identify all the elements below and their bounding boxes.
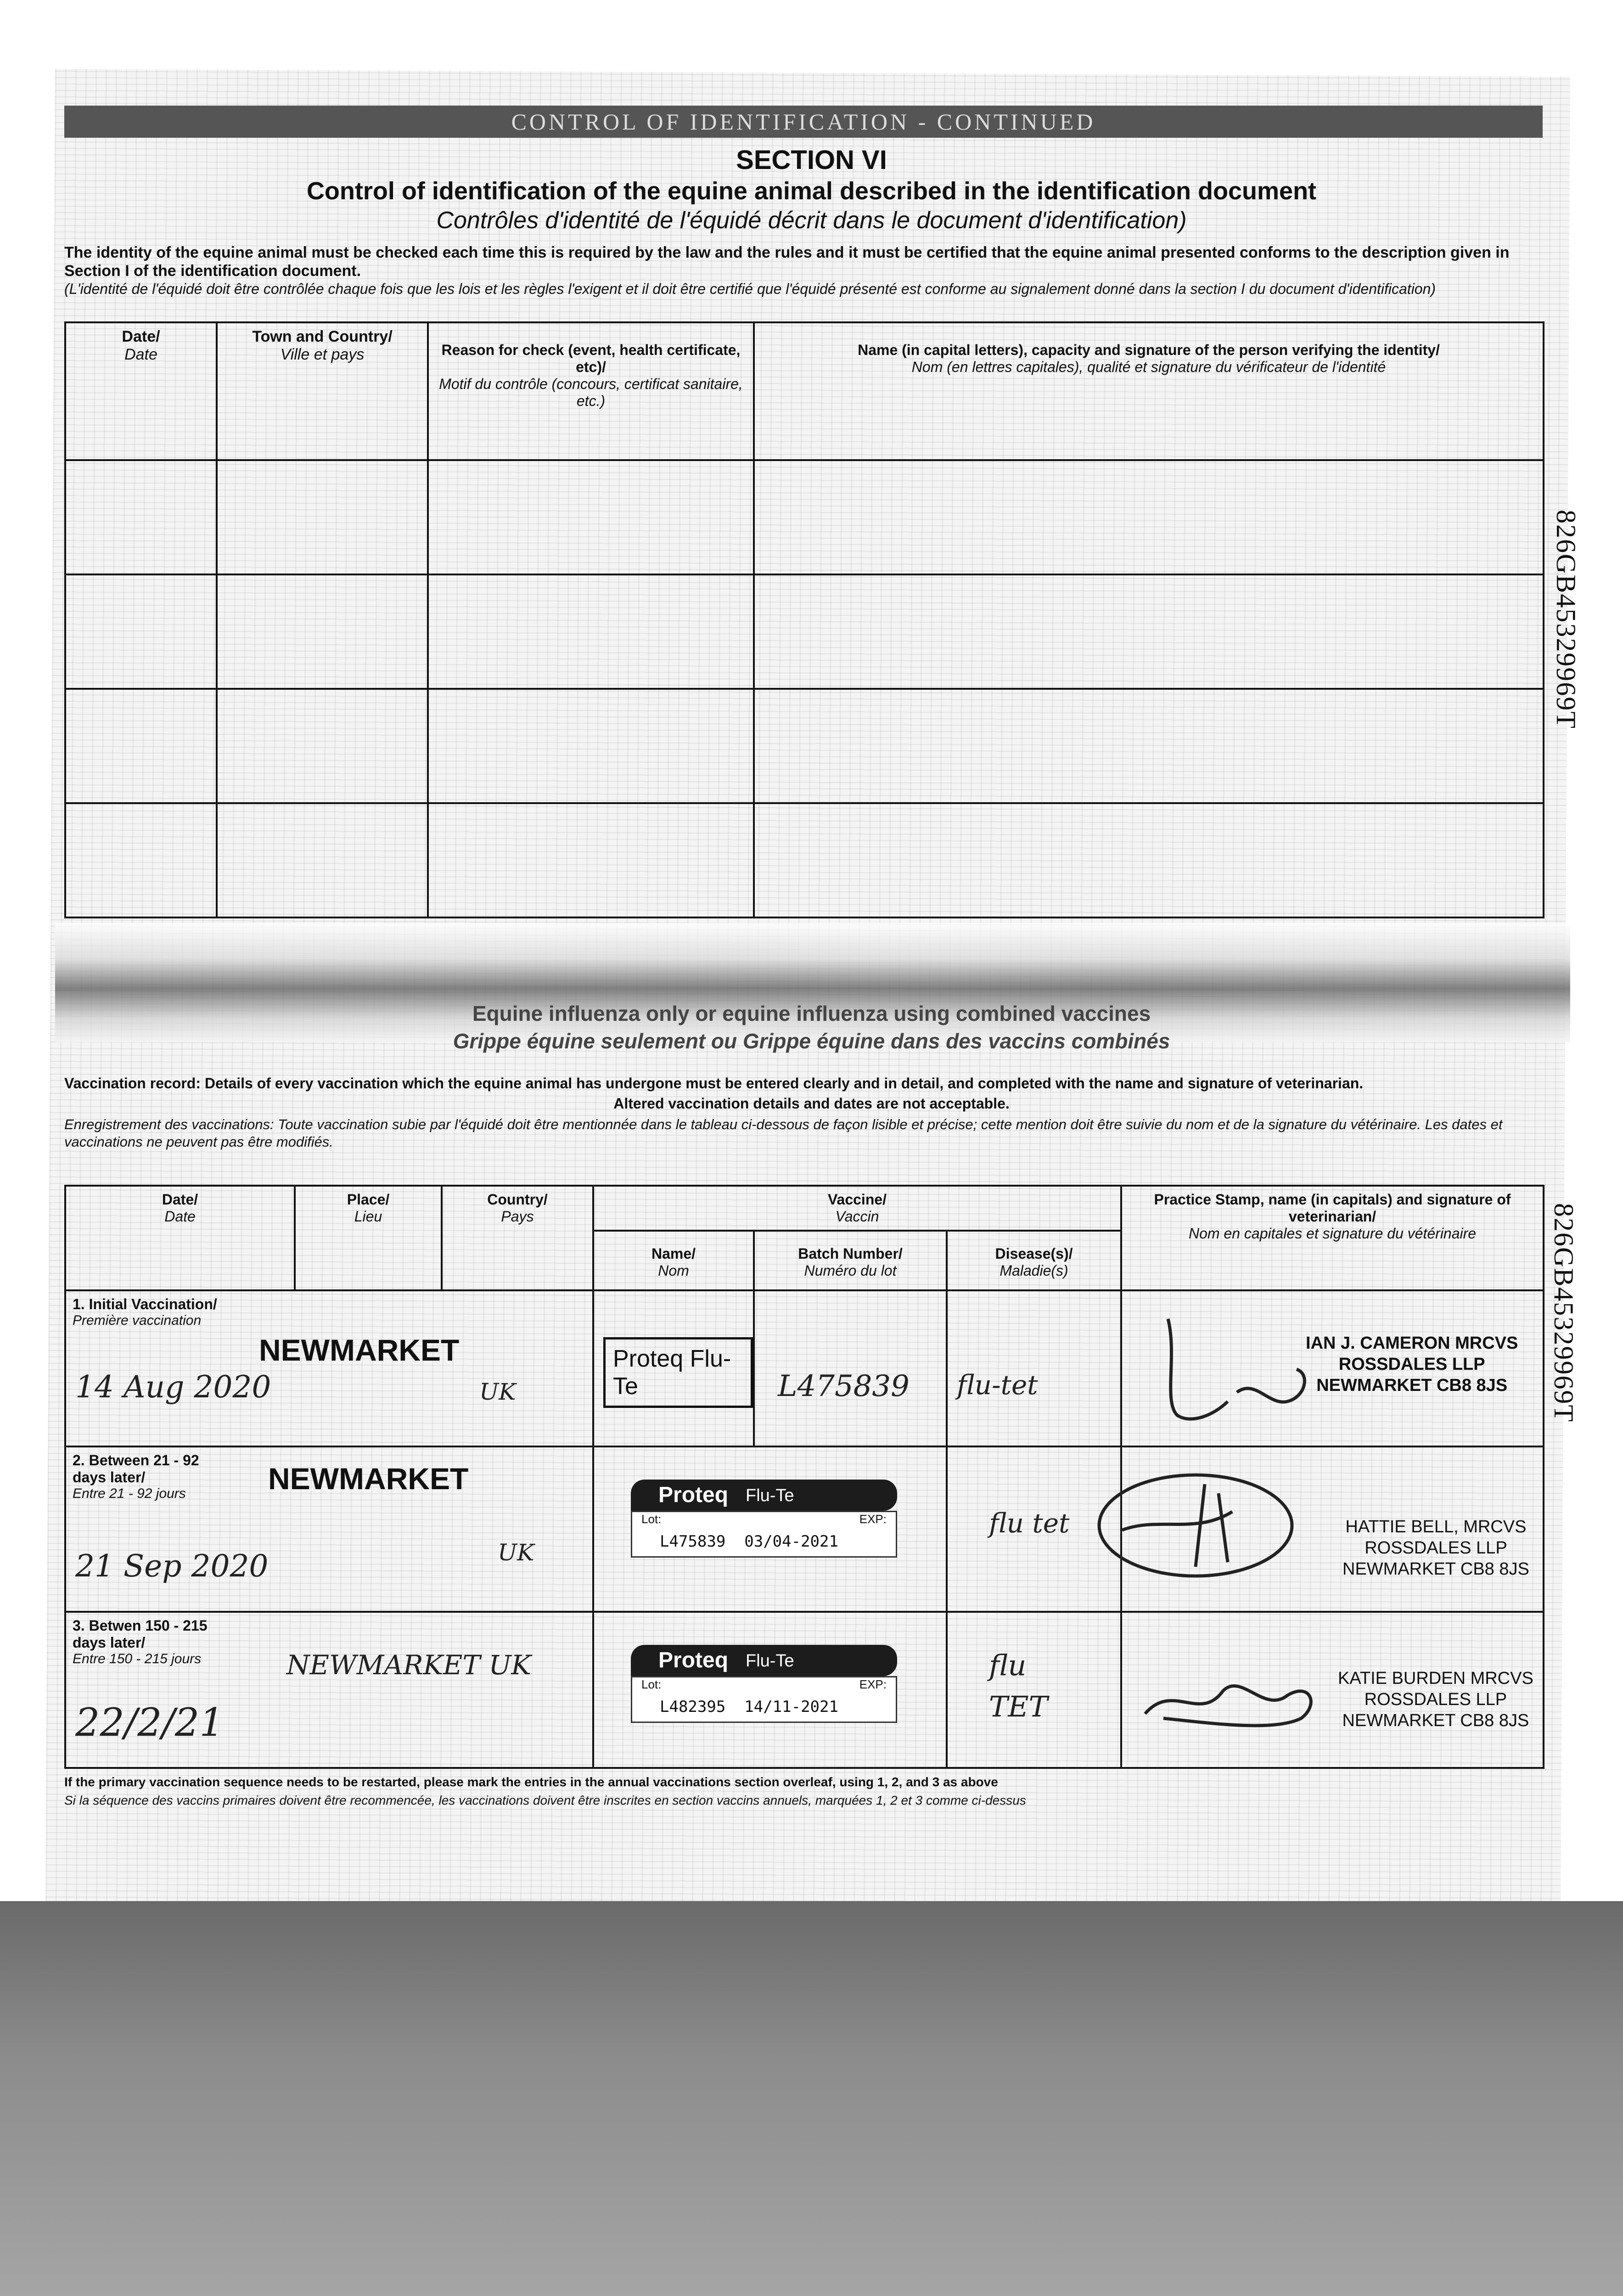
row1-place: NEWMARKET: [259, 1333, 460, 1367]
row3-sticker-name: Flu-Te: [746, 1651, 794, 1671]
footnote-fr: Si la séquence des vaccins primaires doivent être recommencée, les vaccinations doivent être inscrites en section vaccins annuels, marquées 1, 2 et 3 comme ci-dessus: [64, 1793, 1026, 1807]
vcol-disease-en: Disease(s)/: [995, 1245, 1073, 1262]
row2-label-fr: Entre 21 - 92 jours: [73, 1486, 186, 1501]
document-number-lower: 826GB45329969T: [1549, 1203, 1579, 1423]
row3-vet-line3: NEWMARKET CB8 8JS: [1342, 1711, 1529, 1730]
row1-vet-cell: [1121, 1290, 1544, 1446]
vaccination-record-en: Vaccination record: Details of every vaccination which the equine animal has undergone must be entered clearly and in detail, and completed with the name and signature of veterinarian.: [64, 1075, 1364, 1092]
row2-vet-cell: [1121, 1446, 1544, 1612]
row1-vet-line2: ROSSDALES LLP: [1338, 1355, 1485, 1374]
vaccination-heading-fr: Grippe équine seulement ou Grippe équine dans des vaccins combinés: [453, 1029, 1170, 1053]
section-title-fr: Contrôles d'identité de l'équidé décrit dans le document d'identification): [436, 207, 1187, 234]
row2-label-en: 2. Between 21 - 92 days later/: [73, 1452, 199, 1486]
row2-vet-stamp: [1342, 1516, 1529, 1580]
table-row: [65, 689, 1544, 803]
row3-disease: flu TET: [989, 1649, 1048, 1723]
table-row: [65, 460, 1544, 574]
row2-sticker-lot: L475839: [660, 1532, 726, 1551]
col-reason-fr: Motif du contrôle (concours, certificat sanitaire, etc.): [439, 376, 743, 409]
vcol-batch-fr: Numéro du lot: [804, 1262, 897, 1279]
row1-vet-stamp: [1306, 1333, 1518, 1396]
vcol-country-fr: Pays: [501, 1208, 534, 1225]
row2-signature: [1067, 1457, 1306, 1594]
col-verifier-en: Name (in capital letters), capacity and signature of the person verifying the identity/: [858, 342, 1440, 358]
col-town-fr: Ville et pays: [280, 346, 365, 363]
col-date-fr: Date: [124, 346, 157, 363]
row2-vaccine-sticker: [631, 1480, 897, 1558]
identity-check-table: [64, 321, 1544, 918]
table-row: [65, 1612, 1544, 1768]
row2-country: UK: [498, 1539, 534, 1566]
row1-label-en: 1. Initial Vaccination/: [73, 1296, 217, 1312]
row2-disease: flu tet: [989, 1508, 1070, 1539]
table-row: [65, 1446, 1544, 1612]
vcol-country: [442, 1186, 593, 1290]
row2-sticker-lot-label: Lot:: [641, 1512, 662, 1526]
vaccination-table: [64, 1185, 1544, 1769]
row1-vet-line3: NEWMARKET CB8 8JS: [1316, 1376, 1508, 1395]
row2-vaccine-cell: [593, 1446, 947, 1612]
vcol-date-fr: Date: [164, 1208, 196, 1225]
row1-vet-line1: IAN J. CAMERON MRCVS: [1306, 1334, 1518, 1353]
vcol-batch-en: Batch Number/: [798, 1245, 903, 1262]
vcol-date: [65, 1186, 295, 1290]
row1-label-fr: Première vaccination: [73, 1313, 202, 1328]
table-row: [65, 574, 1544, 689]
intro-fr: (L'identité de l'équidé doit être contrôlée chaque fois que les lois et les règles l'exigent et il doit être certifié que l'équidé présenté est conforme au signalement donné dans la section I du document d'identification): [64, 281, 1436, 297]
row3-date: 22/2/21: [75, 1700, 224, 1745]
row1-country: UK: [479, 1379, 516, 1405]
col-reason-en: Reason for check (event, health certificate, etc)/: [441, 342, 741, 375]
row2-date-place: [65, 1446, 593, 1612]
table-row: [65, 1290, 1544, 1446]
row2-sticker-name: Flu-Te: [746, 1486, 794, 1505]
vaccination-record-fr: Enregistrement des vaccinations: Toute vaccination subie par l'équidé doit être mentionnée dans le tableau ci-dessous de façon lisible et précise; cette mention doit être suivie du nom et de la signature du vétérinaire. Les dates et vaccinations ne peuvent pas être modifiés.: [64, 1116, 1503, 1150]
col-verifier: [754, 322, 1544, 460]
col-date-en: Date/: [122, 328, 160, 345]
section-title-en: Control of identification of the equine animal described in the identification document: [306, 177, 1317, 205]
vcol-vaccine-en: Vaccine/: [827, 1191, 887, 1208]
row2-sticker-exp-label: EXP:: [859, 1512, 887, 1526]
row1-batch: L475839: [778, 1369, 910, 1403]
row3-vaccine-cell: [593, 1612, 947, 1768]
row2-vet-line1: HATTIE BELL, MRCVS: [1345, 1517, 1527, 1536]
vcol-name: [593, 1231, 754, 1290]
vcol-disease: [947, 1231, 1121, 1290]
row1-disease: flu-tet: [957, 1369, 1038, 1401]
row2-sticker-brand: Proteq: [658, 1483, 729, 1507]
row1-batch-cell: [754, 1290, 947, 1446]
row3-vaccine-sticker: [631, 1645, 897, 1723]
row3-place: NEWMARKET UK: [286, 1649, 531, 1681]
row3-disease-cell: [947, 1612, 1121, 1768]
row3-date-place: [65, 1612, 593, 1768]
vcol-name-fr: Nom: [658, 1262, 689, 1279]
vcol-disease-fr: Maladie(s): [1000, 1262, 1068, 1279]
row3-sticker-lot: L482395: [660, 1698, 726, 1716]
row1-date-place: [65, 1290, 593, 1446]
altered-warning: Altered vaccination details and dates are not acceptable.: [613, 1095, 1010, 1112]
row3-sticker-exp: 14/11-2021: [744, 1698, 838, 1716]
document-number-upper: 826GB45329969T: [1551, 510, 1581, 729]
row3-label-en: 3. Betwen 150 - 215 days later/: [73, 1617, 208, 1651]
scan-background: [0, 1901, 1623, 2296]
vcol-stamp-en: Practice Stamp, name (in capitals) and signature of veterinarian/: [1154, 1191, 1511, 1225]
col-reason: [428, 322, 754, 460]
table-row: [65, 803, 1544, 917]
vcol-batch: [754, 1231, 947, 1290]
section-heading: SECTION VI: [736, 145, 887, 175]
row3-sticker-lot-label: Lot:: [641, 1677, 662, 1691]
vcol-vaccine: [593, 1186, 1121, 1231]
vcol-country-en: Country/: [487, 1191, 548, 1208]
section-banner: CONTROL OF IDENTIFICATION - CONTINUED: [64, 106, 1543, 138]
vcol-place-fr: Lieu: [354, 1208, 382, 1225]
row3-vet-stamp: [1338, 1668, 1533, 1731]
row1-vaccine-stamp: Proteq Flu-Te: [603, 1337, 753, 1408]
vcol-stamp: [1121, 1186, 1544, 1290]
row2-date: 21 Sep 2020: [75, 1548, 269, 1584]
row3-label-fr: Entre 150 - 215 jours: [73, 1651, 202, 1666]
col-date: [65, 322, 217, 460]
row3-signature: [1136, 1663, 1329, 1737]
row2-sticker-exp: 03/04-2021: [744, 1532, 838, 1551]
row3-vet-line1: KATIE BURDEN MRCVS: [1338, 1669, 1533, 1688]
row2-place: NEWMARKET: [268, 1462, 469, 1496]
vcol-place-en: Place/: [347, 1191, 390, 1208]
vcol-date-en: Date/: [162, 1191, 198, 1208]
intro-en: The identity of the equine animal must be checked each time this is required by the law and the rules and it must be certified that the equine animal presented conforms to the description given in Section I of the identification document.: [64, 244, 1510, 280]
row1-date: 14 Aug 2020: [75, 1369, 271, 1405]
vcol-vaccine-fr: Vaccin: [835, 1208, 879, 1225]
row3-vet-line2: ROSSDALES LLP: [1364, 1690, 1507, 1709]
row2-vet-line2: ROSSDALES LLP: [1365, 1538, 1507, 1558]
row1-signature: [1150, 1310, 1324, 1429]
vaccination-heading-en: Equine influenza only or equine influenza using combined vaccines: [472, 1002, 1151, 1025]
col-verifier-fr: Nom (en lettres capitales), qualité et signature du vérificateur de l'identité: [911, 359, 1386, 375]
row3-vet-cell: [1121, 1612, 1544, 1768]
row1-disease-cell: [947, 1290, 1121, 1446]
col-town-en: Town and Country/: [252, 328, 393, 345]
vcol-name-en: Name/: [651, 1245, 696, 1262]
footnote-en: If the primary vaccination sequence needs to be restarted, please mark the entries in the annual vaccinations section overleaf, using 1, 2, and 3 as above: [64, 1775, 998, 1789]
row3-sticker-brand: Proteq: [658, 1648, 729, 1672]
vcol-place: [295, 1186, 442, 1290]
row1-vaccine-name: [593, 1290, 754, 1446]
row2-vet-line3: NEWMARKET CB8 8JS: [1342, 1559, 1529, 1579]
col-town: [217, 322, 428, 460]
vcol-stamp-fr: Nom en capitales et signature du vétérinaire: [1188, 1225, 1477, 1242]
row3-sticker-exp-label: EXP:: [859, 1677, 887, 1691]
